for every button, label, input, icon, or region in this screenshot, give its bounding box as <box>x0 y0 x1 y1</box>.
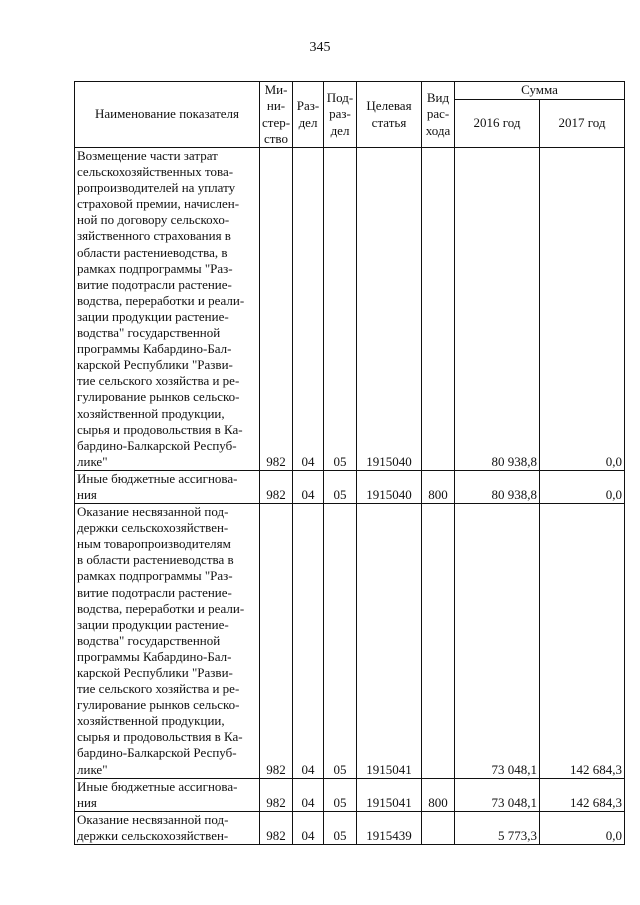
row-ministry: 982 <box>260 148 293 471</box>
row-name: Возмещение части затрат сельскохозяйственных това- ропроизводителей на уплату страховой премии, начислен- ной по договору сельскохо- зяйственного страхования в области растениеводства, в рамках подпрограммы "Раз- витие подотрасли растение- водства, переработки и реали- зации продукции растение- водства" государственной программы Кабардино-Бал- карской Республики "Разви- тие сельского хозяйства и ре- гулирование рынков сельско- хозяйственной продукции, сырья и продовольствия в Ка- бардино-Балкарской Респуб- лике" <box>75 148 260 471</box>
row-target-article: 1915040 <box>357 148 422 471</box>
row-section: 04 <box>293 811 324 844</box>
header-section: Раз- дел <box>293 82 324 148</box>
page-number: 345 <box>309 40 331 55</box>
row-subsection: 05 <box>324 470 357 503</box>
row-name: Оказание несвязанной под- держки сельскохозяйствен- ным товаропроизводителям в области растениеводства в рамках подпрограммы "Раз- витие подотрасли растение- водства, переработки и реали- зации продукции растение- водства" государственной программы Кабардино-Бал- карской Республики "Разви- тие сельского хозяйства и ре- гулирование рынков сельско- хозяйственной продукции, сырья и продовольствия в Ка- бардино-Балкарской Респуб- лике" <box>75 504 260 779</box>
row-name: Оказание несвязанной под- держки сельскохозяйствен- <box>75 811 260 844</box>
header-expense-type: Вид рас- хода <box>422 82 455 148</box>
row-name: Иные бюджетные ассигнова- ния <box>75 470 260 503</box>
row-name: Иные бюджетные ассигнова- ния <box>75 778 260 811</box>
row-sum-2017: 142 684,3 <box>540 504 625 779</box>
row-subsection: 05 <box>324 504 357 779</box>
row-subsection: 05 <box>324 778 357 811</box>
row-sum-2016: 73 048,1 <box>455 504 540 779</box>
row-section: 04 <box>293 470 324 503</box>
header-ministry: Ми- ни- стер- ство <box>260 82 293 148</box>
row-target-article: 1915041 <box>357 778 422 811</box>
row-sum-2017: 142 684,3 <box>540 778 625 811</box>
header-name: Наименование показателя <box>75 82 260 148</box>
table-row <box>75 148 625 471</box>
row-expense-type <box>422 504 455 779</box>
row-ministry: 982 <box>260 504 293 779</box>
header-sum: Сумма <box>455 82 625 100</box>
row-target-article: 1915040 <box>357 470 422 503</box>
row-sum-2017: 0,0 <box>540 148 625 471</box>
row-section: 04 <box>293 148 324 471</box>
row-expense-type: 800 <box>422 778 455 811</box>
table-row <box>75 778 625 811</box>
header-target-article: Целевая статья <box>357 82 422 148</box>
header-subsection: Под- раз- дел <box>324 82 357 148</box>
table-row <box>75 811 625 844</box>
budget-table <box>74 81 625 845</box>
row-expense-type <box>422 148 455 471</box>
row-subsection: 05 <box>324 811 357 844</box>
table-row <box>75 504 625 779</box>
row-sum-2017: 0,0 <box>540 470 625 503</box>
row-target-article: 1915439 <box>357 811 422 844</box>
table-row <box>75 470 625 503</box>
row-expense-type: 800 <box>422 470 455 503</box>
row-sum-2016: 80 938,8 <box>455 148 540 471</box>
row-section: 04 <box>293 778 324 811</box>
row-expense-type <box>422 811 455 844</box>
header-year-2016: 2016 год <box>455 100 540 148</box>
row-ministry: 982 <box>260 470 293 503</box>
row-sum-2016: 5 773,3 <box>455 811 540 844</box>
row-sum-2017: 0,0 <box>540 811 625 844</box>
row-section: 04 <box>293 504 324 779</box>
row-subsection: 05 <box>324 148 357 471</box>
row-ministry: 982 <box>260 811 293 844</box>
header-year-2017: 2017 год <box>540 100 625 148</box>
row-ministry: 982 <box>260 778 293 811</box>
row-target-article: 1915041 <box>357 504 422 779</box>
row-sum-2016: 80 938,8 <box>455 470 540 503</box>
row-sum-2016: 73 048,1 <box>455 778 540 811</box>
